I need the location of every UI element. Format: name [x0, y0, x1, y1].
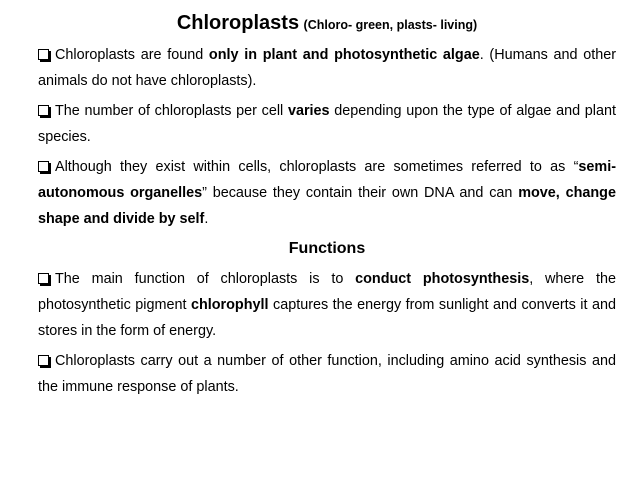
text-segment: , where the photosynthetic pigment — [38, 271, 616, 313]
bullet-list — [38, 42, 616, 232]
bold-text: semi- autonomous organelles — [38, 159, 616, 201]
bold-text: varies — [287, 103, 330, 119]
text-segment: Chloroplasts are found — [55, 47, 209, 63]
bold-text: chlorophyll — [190, 297, 269, 313]
bold-text: only in plant and photosynthetic algae — [208, 47, 480, 63]
checkbox-square-icon — [38, 273, 49, 284]
intro-bullet-3 — [38, 154, 616, 232]
text-segment: ” because they contain their own DNA and can — [202, 185, 519, 201]
text-segment: The number of chloroplasts per cell — [55, 103, 288, 119]
bold-text: move, change shape and divide by self — [38, 185, 616, 227]
text-segment: The main function of chloroplasts is to — [55, 271, 356, 287]
bold-text: conduct photosynthesis — [355, 271, 530, 287]
checkbox-square-icon — [38, 105, 49, 116]
text-segment: captures the energy from sunlight and converts it and stores in the form of energy. — [38, 297, 616, 339]
title-main: Chloroplasts — [176, 12, 300, 34]
text-segment: Chloroplasts carry out a number of other function, including amino acid synthesis and the immune response of plants. — [38, 353, 616, 395]
intro-bullet-1 — [38, 42, 616, 94]
checkbox-square-icon — [38, 161, 49, 172]
text-segment: . (Humans and other animals do not have chloroplasts). — [38, 47, 617, 89]
intro-bullet-2 — [38, 98, 616, 150]
title-subtitle: (Chloro- green, plasts- living) — [303, 18, 478, 32]
functions-bullet-list — [38, 266, 616, 400]
checkbox-square-icon — [38, 49, 49, 60]
function-bullet-1 — [38, 266, 616, 344]
text-segment: depending upon the type of algae and plant species. — [38, 103, 617, 145]
text-segment: . — [204, 211, 209, 227]
slide-title — [38, 10, 616, 38]
checkbox-square-icon — [38, 355, 49, 366]
text-segment: Although they exist within cells, chloroplasts are sometimes referred to as “ — [55, 159, 579, 175]
functions-heading: Functions — [288, 240, 366, 257]
function-bullet-2 — [38, 348, 616, 400]
